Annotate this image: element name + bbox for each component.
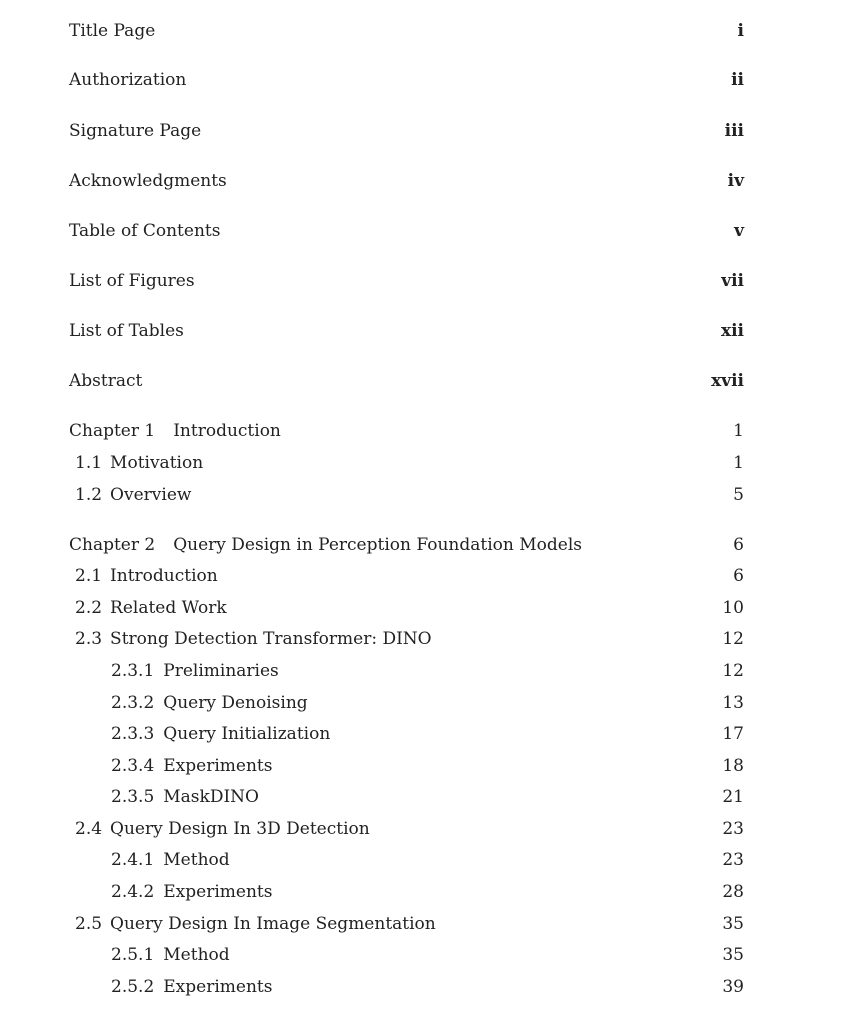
toc-section-1-1[interactable] bbox=[75, 450, 744, 476]
toc-entry-title-group bbox=[111, 784, 259, 810]
toc-subsection-number: 2.3.3 bbox=[111, 724, 155, 744]
toc-chapter-number: Chapter 1 bbox=[69, 421, 156, 441]
toc-section-title: Motivation bbox=[110, 453, 204, 473]
toc-entry-signature-page[interactable] bbox=[69, 118, 744, 144]
toc-entry-page: v bbox=[734, 221, 744, 241]
toc-entry-title-group bbox=[111, 658, 279, 684]
toc-entry-title-group bbox=[75, 595, 227, 621]
toc-section-1-2[interactable] bbox=[75, 482, 744, 508]
toc-entry-title-group bbox=[75, 626, 432, 652]
toc-entry-page: 6 bbox=[733, 566, 744, 586]
toc-entry-acknowledgments[interactable] bbox=[69, 168, 744, 194]
toc-entry-abstract[interactable] bbox=[69, 368, 744, 394]
toc-section-title: Strong Detection Transformer: DINO bbox=[110, 629, 432, 649]
toc-entry-page: 35 bbox=[722, 945, 744, 965]
toc-section-title: Query Design In 3D Detection bbox=[110, 819, 370, 839]
toc-subsection-title: MaskDINO bbox=[163, 787, 259, 807]
toc-section-number: 2.2 bbox=[75, 598, 103, 618]
toc-entry-title: Title Page bbox=[69, 21, 156, 41]
toc-subsection-number: 2.3.5 bbox=[111, 787, 155, 807]
toc-section-2-5[interactable] bbox=[75, 911, 744, 937]
toc-entry-page: 35 bbox=[722, 914, 744, 934]
toc-chapter-title: Introduction bbox=[173, 421, 281, 441]
toc-entry-title-group bbox=[75, 816, 370, 842]
toc-subsection-number: 2.3.1 bbox=[111, 661, 155, 681]
toc-entry-title-group bbox=[69, 418, 281, 444]
toc-section-number: 2.1 bbox=[75, 566, 103, 586]
toc-subsection-2-4-1[interactable] bbox=[111, 847, 744, 873]
toc-section-number: 1.2 bbox=[75, 485, 103, 505]
toc-subsection-2-3-4[interactable] bbox=[111, 753, 744, 779]
toc-entry-page: 28 bbox=[722, 882, 744, 902]
toc-section-number: 2.4 bbox=[75, 819, 103, 839]
toc-chapter-1[interactable] bbox=[69, 418, 744, 444]
toc-section-2-4[interactable] bbox=[75, 816, 744, 842]
toc-entry-title-group bbox=[75, 911, 436, 937]
toc-entry-title: List of Figures bbox=[69, 271, 195, 291]
toc-entry-list-of-figures[interactable] bbox=[69, 268, 744, 294]
toc-entry-page: 13 bbox=[722, 693, 744, 713]
toc-subsection-title: Experiments bbox=[163, 977, 273, 997]
toc-subsection-number: 2.4.1 bbox=[111, 850, 155, 870]
toc-entry-page: 1 bbox=[733, 421, 744, 441]
toc-entry-page: 6 bbox=[733, 535, 744, 555]
toc-entry-page: 18 bbox=[722, 756, 744, 776]
toc-entry-page: 39 bbox=[722, 977, 744, 997]
toc-section-number: 2.5 bbox=[75, 914, 103, 934]
toc-section-number: 2.3 bbox=[75, 629, 103, 649]
toc-section-2-1[interactable] bbox=[75, 563, 744, 589]
toc-subsection-title: Method bbox=[163, 945, 230, 965]
toc-subsection-2-3-5[interactable] bbox=[111, 784, 744, 810]
toc-subsection-2-5-1[interactable] bbox=[111, 942, 744, 968]
toc-subsection-2-3-1[interactable] bbox=[111, 658, 744, 684]
toc-entry-title: Authorization bbox=[69, 70, 187, 90]
toc-entry-page: 5 bbox=[733, 485, 744, 505]
toc-entry-title-group bbox=[69, 532, 582, 558]
toc-subsection-title: Experiments bbox=[163, 882, 273, 902]
toc-entry-page: xii bbox=[720, 321, 744, 341]
toc-entry-page: 21 bbox=[722, 787, 744, 807]
toc-subsection-number: 2.5.1 bbox=[111, 945, 155, 965]
toc-entry-page: ii bbox=[731, 70, 744, 90]
toc-subsection-2-4-2[interactable] bbox=[111, 879, 744, 905]
toc-entry-title-group bbox=[111, 847, 230, 873]
toc-entry-title: List of Tables bbox=[69, 321, 184, 341]
toc-subsection-2-5-2[interactable] bbox=[111, 974, 744, 1000]
toc-subsection-title: Query Initialization bbox=[163, 724, 331, 744]
toc-entry-page: 12 bbox=[722, 629, 744, 649]
toc-section-2-2[interactable] bbox=[75, 595, 744, 621]
toc-section-title: Query Design In Image Segmentation bbox=[110, 914, 436, 934]
toc-section-2-3[interactable] bbox=[75, 626, 744, 652]
toc-section-title: Related Work bbox=[110, 598, 227, 618]
toc-entry-title-group bbox=[111, 721, 330, 747]
toc-subsection-2-3-2[interactable] bbox=[111, 690, 744, 716]
toc-subsection-2-3-3[interactable] bbox=[111, 721, 744, 747]
toc-entry-page: 12 bbox=[722, 661, 744, 681]
toc-entry-title-group bbox=[111, 879, 272, 905]
toc-chapter-number: Chapter 2 bbox=[69, 535, 156, 555]
toc-entry-title: Abstract bbox=[69, 371, 143, 391]
toc-entry-page: 1 bbox=[733, 453, 744, 473]
toc-entry-title-page[interactable] bbox=[69, 18, 744, 44]
toc-section-number: 1.1 bbox=[75, 453, 103, 473]
toc-entry-table-of-contents[interactable] bbox=[69, 218, 744, 244]
toc-entry-list-of-tables[interactable] bbox=[69, 318, 744, 344]
toc-entry-title-group bbox=[111, 690, 308, 716]
toc-entry-title-group bbox=[75, 450, 203, 476]
toc-subsection-title: Experiments bbox=[163, 756, 273, 776]
toc-entry-title: Table of Contents bbox=[69, 221, 221, 241]
toc-entry-title-group bbox=[75, 482, 191, 508]
toc-entry-title: Signature Page bbox=[69, 121, 202, 141]
toc-entry-title-group bbox=[111, 974, 272, 1000]
toc-chapter-title: Query Design in Perception Foundation Models bbox=[173, 535, 582, 555]
toc-entry-page: 23 bbox=[722, 850, 744, 870]
toc-entry-page: iii bbox=[724, 121, 744, 141]
toc-subsection-number: 2.4.2 bbox=[111, 882, 155, 902]
toc-subsection-number: 2.3.2 bbox=[111, 693, 155, 713]
toc-entry-page: 23 bbox=[722, 819, 744, 839]
toc-subsection-title: Method bbox=[163, 850, 230, 870]
toc-entry-title-group bbox=[75, 563, 218, 589]
toc-entry-title: Acknowledgments bbox=[69, 171, 227, 191]
toc-subsection-title: Query Denoising bbox=[163, 693, 308, 713]
toc-entry-page: 10 bbox=[722, 598, 744, 618]
toc-subsection-number: 2.3.4 bbox=[111, 756, 155, 776]
toc-entry-page: iv bbox=[727, 171, 744, 191]
toc-entry-page: 17 bbox=[722, 724, 744, 744]
toc-entry-authorization[interactable] bbox=[69, 67, 744, 93]
toc-section-title: Introduction bbox=[110, 566, 218, 586]
toc-entry-page: xvii bbox=[711, 371, 744, 391]
toc-entry-page: i bbox=[737, 21, 744, 41]
toc-subsection-title: Preliminaries bbox=[163, 661, 279, 681]
toc-section-title: Overview bbox=[110, 485, 192, 505]
toc-subsection-number: 2.5.2 bbox=[111, 977, 155, 997]
toc-entry-page: vii bbox=[721, 271, 744, 291]
toc-entry-title-group bbox=[111, 942, 230, 968]
toc-chapter-2[interactable] bbox=[69, 532, 744, 558]
toc-entry-title-group bbox=[111, 753, 272, 779]
